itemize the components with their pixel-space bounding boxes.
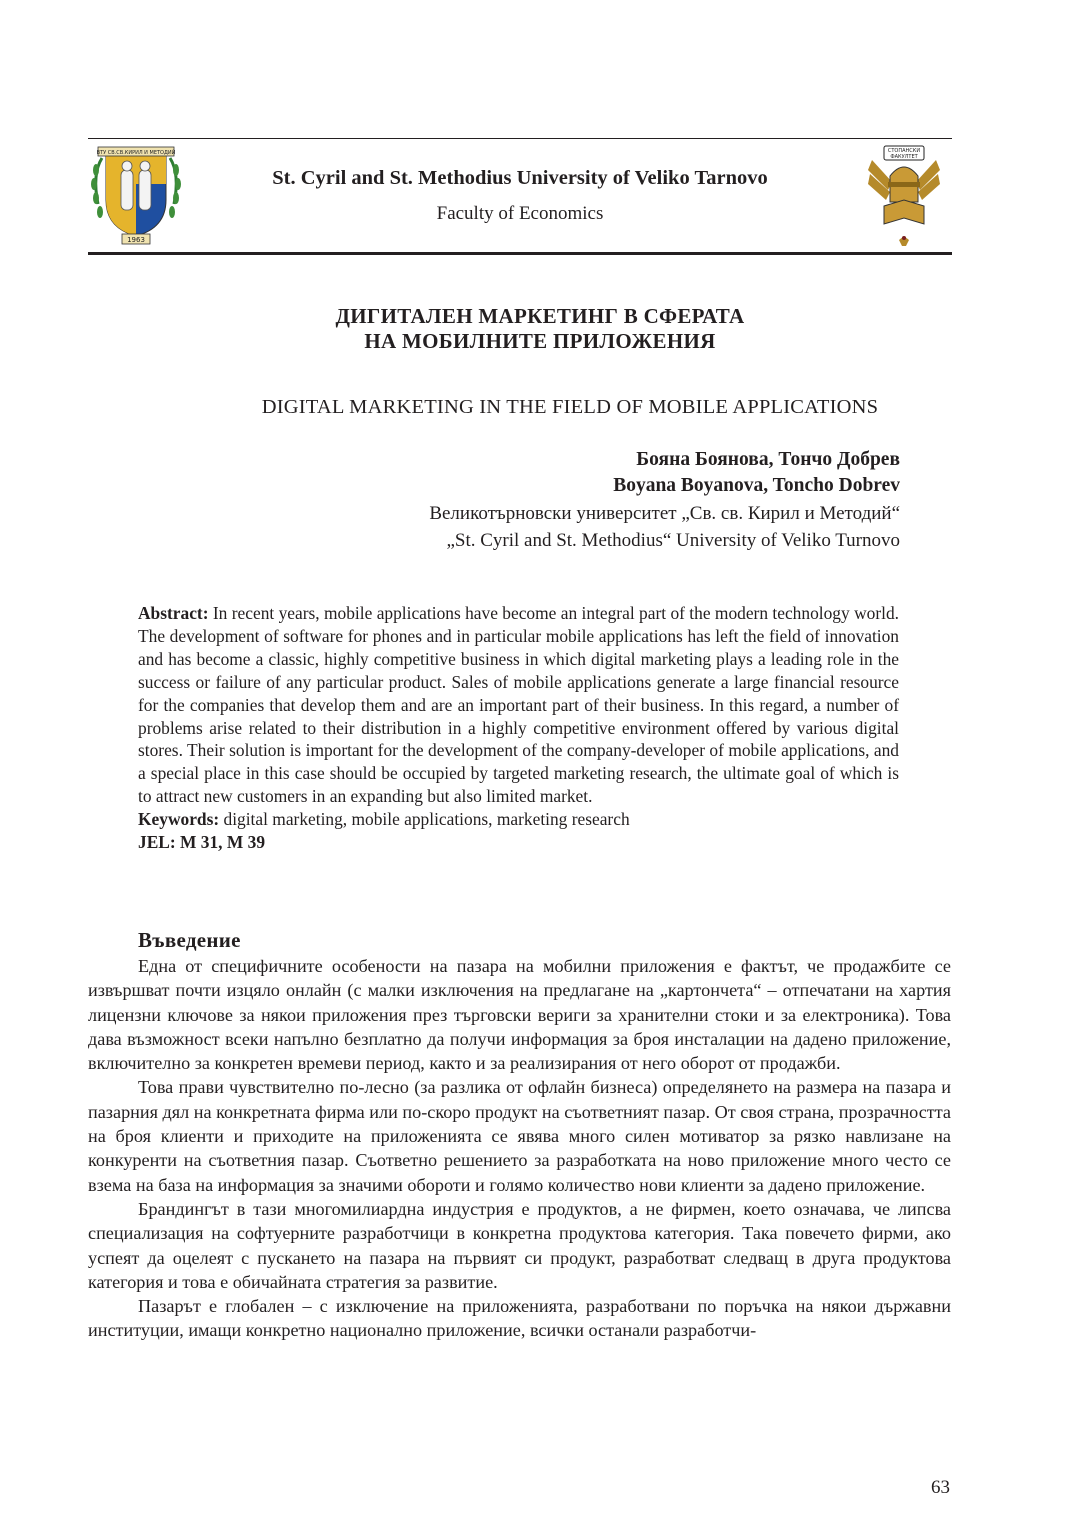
body-paragraph: Това прави чувствително по-лесно (за разлика от офлайн бизнеса) определянето на размера на пазара и пазарния дял на конкретната фирма или по-скоро продукт на съответният пазар. От своя страна, прозрачността на броя клиенти и приходите на приложенията се явява много силен мотиватор за рязко навлизане на конкуренти на съответния пазар. Съответно решението за разработката на ново приложение много често се взема на база на информация за значими обороти и голямо количество нови клиенти за дадено приложение. [88,1077,951,1195]
faculty-helmet-logo [866,142,942,250]
paper-title-en: DIGITAL MARKETING IN THE FIELD OF MOBILE APPLICATIONS [261,396,879,418]
section-body [88,954,951,1343]
body-paragraph: Брандингът в тази многомилиардна индустрия е продуктов, а не фирмен, което означава, че липсва специализация на софтуерните разработчици в конкретна продуктова категория. Така повечето фирми, ако успеят да оцелеят с пускането на пазара на първият си продукт, разработват следващ в друга продуктова категория и това е обичайната стратегия за развитие. [88,1198,951,1292]
university-name: St. Cyril and St. Methodius University of Veliko Tarnovo [272,167,768,189]
paper-title-bg-line-1: ДИГИТАЛЕН МАРКЕТИНГ В СФЕРАТА [335,304,745,328]
abstract-label: Abstract: [138,603,209,623]
header-top-rule [88,138,952,139]
body-paragraph: Една от специфичните особености на пазара на мобилни приложения е фактът, че продажбите се извършват почти изцяло онлайн (с малки изключения на предлагане на „картончета“ – отпечатани на хартия лицензни ключове за някои приложения през търговски вериги за хранителни стоки и за електроника). Това дава възможност всеки напълно безплатно да получи информация за броя инсталации на дадено приложение, включително за конкретен времеви период, както и за реализирания от него оборот от продажби. [88,956,951,1074]
affiliation-en: „St. Cyril and St. Methodius“ University of Veliko Turnovo [446,530,900,551]
faculty-name: Faculty of Economics [436,203,604,224]
jel-codes: JEL: M 31, M 39 [138,832,266,853]
body-paragraph: Пазарът е глобален – с изключение на приложенията, разработвани по поръчка на някои държавни институции, имащи конкретно национално приложение, всички останали разработчи- [88,1296,951,1341]
crest-banner-text: ВТУ СВ.СВ.КИРИЛ И МЕТОДИЙ [96,150,176,156]
svg-text:ФАКУЛТЕТ: ФАКУЛТЕТ [890,154,918,160]
section-heading: Въведение [138,928,241,952]
authors-bg: Бояна Боянова, Тончо Добрев [636,449,900,470]
paper-title-bg-line-2: НА МОБИЛНИТЕ ПРИЛОЖЕНИЯ [364,329,716,353]
crest-year: 1963 [127,236,145,244]
authors-en: Boyana Boyanova, Toncho Dobrev [613,475,900,496]
affiliation-bg: Великотърновски университет „Св. св. Кирил и Методий“ [429,503,900,524]
header-bottom-rule [88,252,952,255]
keywords-line [138,808,899,831]
abstract-block [138,602,899,854]
university-crest-logo [88,144,184,248]
svg-text:СТОПАНСКИ: СТОПАНСКИ [887,148,921,154]
keywords-text: digital marketing, mobile applications, marketing research [219,809,630,830]
keywords-label: Keywords: [138,809,220,830]
abstract-text: In recent years, mobile applications have become an integral part of the modern technology world. The development of software for phones and in particular mobile applications has left the field of innovation and has become a classic, highly competitive business in which digital marketing plays a leading role in the success or failure of any particular product. Sales of mobile applications generate a large financial resource for the companies that develop them and are an important part of their business. In this regard, a number of problems arise related to their distribution in a highly competitive environment offered by various digital stores. Their solution is important for the development of the company-developer of mobile applications, and a special place in this case should be occupied by targeted marketing research, the ultimate goal of which is to attract new customers in an expanding but also limited market. [138,603,899,807]
page-number: 63 [931,1477,950,1498]
abstract-paragraph [138,602,899,808]
